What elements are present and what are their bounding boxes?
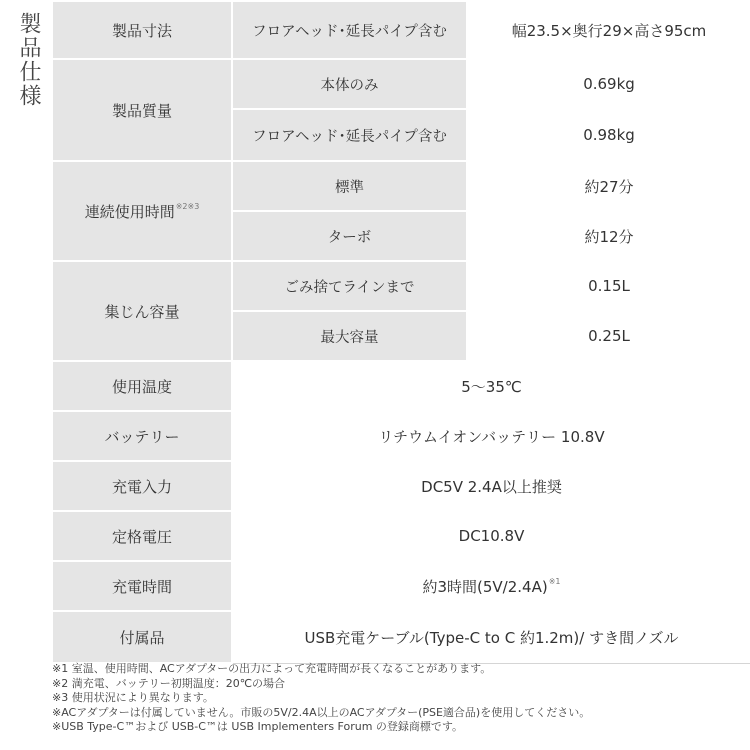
footnote: ※3 使用状況により異なります。 <box>52 691 214 704</box>
table-row-charge-time <box>52 561 750 611</box>
table-row-temp <box>52 361 750 411</box>
row-sublabel: 本体のみ <box>232 59 467 109</box>
side-title: 製品仕様 <box>16 12 41 108</box>
row-value: 約27分 <box>467 161 750 211</box>
row-label: 使用温度 <box>52 361 232 411</box>
row-value-cell <box>232 561 750 611</box>
row-label: 連続使用時間 <box>84 202 175 221</box>
footnote-mark: ※1 <box>548 576 561 586</box>
footnote-mark: ※2※3 <box>175 201 200 211</box>
footnote: ※ACアダプターは付属していません。市販の5V/2.4A以上のACアダプター(PSE適合品)を使用してください。 <box>52 705 591 719</box>
row-value: リチウムイオンバッテリー 10.8V <box>232 411 750 461</box>
row-label: 充電入力 <box>52 461 232 511</box>
row-sublabel: ごみ捨てラインまで <box>232 261 467 311</box>
table-row-accessories <box>52 611 750 663</box>
row-label: 付属品 <box>52 611 232 663</box>
table-row-input <box>52 461 750 511</box>
row-value: DC10.8V <box>232 511 750 561</box>
row-value: 0.15L <box>467 261 750 311</box>
footnotes <box>52 662 747 735</box>
row-value: 5～35℃ <box>232 361 750 411</box>
spec-table <box>51 0 750 664</box>
table-row-capacity-1 <box>52 261 750 311</box>
row-sublabel: フロアヘッド･延長パイプ含む <box>232 1 467 59</box>
row-value: USB充電ケーブル(Type-C to C 約1.2m)/ すき間ノズル <box>232 611 750 663</box>
row-sublabel: 標準 <box>232 161 467 211</box>
row-value: 0.69kg <box>467 59 750 109</box>
row-label: 製品寸法 <box>52 1 232 59</box>
table-row-voltage <box>52 511 750 561</box>
row-label: 製品質量 <box>52 59 232 161</box>
row-sublabel: フロアヘッド･延長パイプ含む <box>232 109 467 161</box>
row-value: 幅23.5×奥行29×高さ95cm <box>467 1 750 59</box>
footnote: ※2 満充電、バッテリー初期温度：20℃の場合 <box>52 676 286 690</box>
row-label: 集じん容量 <box>52 261 232 361</box>
row-sublabel: 最大容量 <box>232 311 467 361</box>
row-label: 定格電圧 <box>52 511 232 561</box>
table-row-weight-1 <box>52 59 750 109</box>
row-value: 0.25L <box>467 311 750 361</box>
footnote: ※USB Type-C™および USB-C™は USB Implementers Forum の登録商標です。 <box>52 720 464 733</box>
row-label: 充電時間 <box>52 561 232 611</box>
table-row-runtime-1 <box>52 161 750 211</box>
row-label: バッテリー <box>52 411 232 461</box>
table-row-size <box>52 1 750 59</box>
row-value: 約3時間(5V/2.4A) <box>422 577 548 596</box>
table-row-battery <box>52 411 750 461</box>
row-sublabel: ターボ <box>232 211 467 261</box>
row-value: 約12分 <box>467 211 750 261</box>
row-value: DC5V 2.4A以上推奨 <box>232 461 750 511</box>
row-value: 0.98kg <box>467 109 750 161</box>
row-label-cell <box>52 161 232 261</box>
footnote: ※1 室温、使用時間、ACアダプターの出力によって充電時間が長くなることがあります。 <box>52 662 492 675</box>
